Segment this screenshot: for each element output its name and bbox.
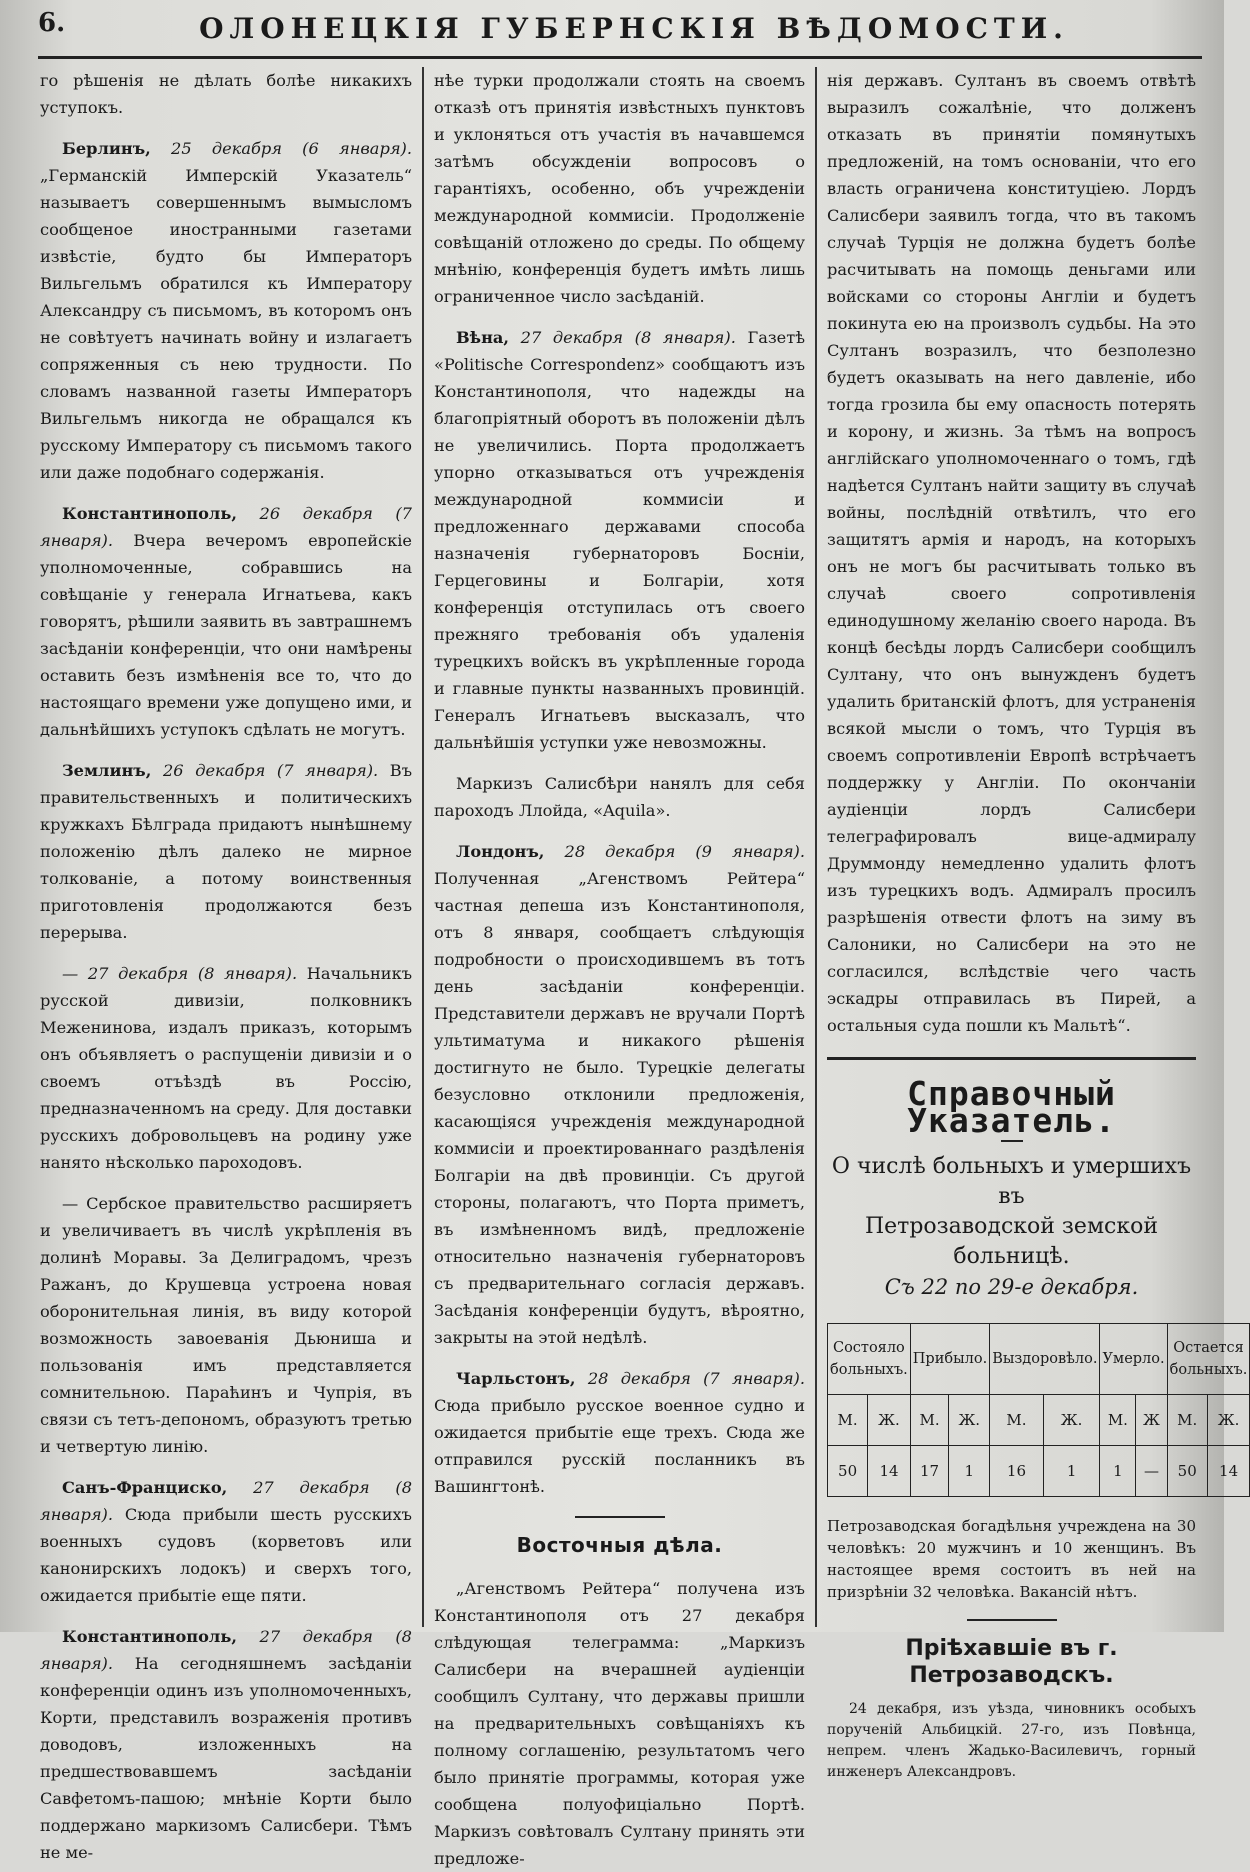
table-cell-sex: Ж. (1207, 1395, 1250, 1446)
title-dash (1001, 1140, 1023, 1142)
article-place: Лондонъ, (456, 842, 545, 861)
column-1 (18, 67, 422, 1862)
table-header: Выздоровѣло. (990, 1324, 1100, 1395)
article-constantinople-2 (40, 1623, 412, 1866)
article-text: Вчера вечеромъ европейскіе уполномоченные, собравшись на совѣщаніе у генерала Игнатьева, какъ говорятъ, рѣшили заявить въ завтрашнемъ засѣданіи конференціи, что они намѣрены оставить безъ измѣненія все то, что до настоящаго времени уже допущено ими, и дальнѣйшихъ уступокъ сдѣлать не могутъ. (40, 531, 412, 739)
section-rule (827, 1057, 1196, 1060)
masthead-title: ОЛОНЕЦКІЯ ГУБЕРНСКІЯ ВѢДОМОСТИ. (199, 11, 1069, 45)
article-date: 27 декабря (8 января). (520, 328, 736, 347)
article-place: Санъ-Франциско, (62, 1478, 228, 1497)
stats-period: Съ 22 по 29-е декабря. (884, 1275, 1139, 1299)
column-3 (815, 67, 1248, 1780)
article-date: 28 декабря (9 января). (564, 842, 805, 861)
table-cell-sex: Ж. (868, 1395, 911, 1446)
section-title-eastern-affairs: Восточныя дѣла. (516, 1533, 723, 1557)
table-cell-value: 1 (949, 1446, 990, 1497)
stats-heading-line-2: Петрозаводской земской больницѣ. (864, 1214, 1159, 1269)
table-cell-sex: М. (828, 1395, 868, 1446)
table-cell-value: 16 (990, 1446, 1044, 1497)
reference-index-title: Справочный Указатель. (907, 1074, 1116, 1140)
article-san-francisco (40, 1474, 412, 1609)
table-cell-value: 14 (868, 1446, 911, 1497)
article-date: 25 декабря (6 января). (171, 139, 412, 158)
article-place: Землинъ, (62, 761, 152, 780)
article-date: 26 декабря (7 января). (40, 504, 412, 550)
table-cell-sex: М. (1167, 1395, 1207, 1446)
table-cell-sex: М. (910, 1395, 949, 1446)
table-cell-sex: Ж. (1043, 1395, 1100, 1446)
article-eastern-affairs: „Агенствомъ Рейтера“ получена изъ Константинополя отъ 27 декабря слѣдующая телеграмма: „Маркизъ Салисбери на вчерашней аудіенціи сообщилъ Султану, что державы пришли на предварительныхъ совѣщаніяхъ къ полному соглашенію, результатомъ чего было принятіе программы, которая уже сообщена полуофиціально Портѣ. Маркизъ совѣтовалъ Султану принять эти предложе- (434, 1579, 805, 1868)
section-divider (575, 1516, 665, 1518)
table-header: Остается больныхъ. (1167, 1324, 1250, 1395)
table-cell-sex: М. (990, 1395, 1044, 1446)
intro-text: го рѣшенія не дѣлать болѣе никакихъ уступокъ. (40, 71, 412, 117)
table-cell-value: 50 (1167, 1446, 1207, 1497)
article-salisbury: Маркизъ Салисбѣри нанялъ для себя пароходъ Ллойда, «Aquila». (434, 774, 805, 820)
table-cell-sex: М. (1100, 1395, 1136, 1446)
table-cell-value: 1 (1100, 1446, 1136, 1497)
table-values-row (828, 1446, 1250, 1497)
article-date: 27 декабря (8 января). (40, 1478, 412, 1524)
table-cell-sex: Ж (1136, 1395, 1167, 1446)
hospital-stats-table (827, 1323, 1250, 1497)
article-place: Константинополь, (62, 1627, 237, 1646)
table-header-row (828, 1324, 1250, 1395)
arrivals-text: 24 декабря, изъ уѣзда, чиновникъ особыхъ порученій Альбицкій. 27-го, изъ Повѣнца, непрем. членъ Жадько-Василевичъ, горный инженеръ Александровъ. (827, 1701, 1196, 1780)
columns (18, 59, 1248, 1868)
table-header: Состояло больныхъ. (828, 1324, 911, 1395)
section-divider (967, 1619, 1057, 1621)
table-cell-value: 50 (828, 1446, 868, 1497)
article-berlin (40, 135, 412, 486)
almshouse-note: Петрозаводская богадѣльня учреждена на 30 человѣкъ: 20 мужчинъ и 10 женщинъ. Въ настоящее время состоитъ въ ней на призрѣніи 32 человѣка. Вакансій нѣтъ. (827, 1517, 1196, 1601)
table-cell-value: 14 (1207, 1446, 1250, 1497)
article-date: — 27 декабря (8 января). (62, 964, 298, 983)
article-charleston (434, 1365, 805, 1500)
article-zemlin (40, 757, 412, 946)
article-dec27 (40, 960, 412, 1176)
stats-heading-line-1: О числѣ больныхъ и умершихъ въ (831, 1154, 1192, 1209)
table-sex-row (828, 1395, 1250, 1446)
article-constantinople-1 (40, 500, 412, 743)
table-cell-sex: Ж. (949, 1395, 990, 1446)
table-cell-value: — (1136, 1446, 1167, 1497)
article-date: 26 декабря (7 января). (162, 761, 379, 780)
article-text: Газетѣ «Politische Correspondenz» сообщаютъ изъ Константинополя, что надежды на благопріятный оборотъ въ положеніи дѣлъ не увеличились. Порта продолжаетъ упорно отказываться отъ учрежденія международной коммисіи и предложеннаго державами способа назначенія губернаторовъ Босніи, Герцеговины и Болгаріи, хотя конференція отступилась отъ своего прежняго требованія объ удаленія турецкихъ войскъ въ укрѣпленные города и главные пункты названныхъ провинцій. Генералъ Игнатьевъ высказалъ, что дальнѣйшія уступки уже невозможны. (434, 328, 805, 752)
article-place: Чарльстонъ, (456, 1369, 576, 1388)
article-text: На сегодняшнемъ засѣданіи конференціи одинъ изъ уполномоченныхъ, Корти, представилъ возраженія противъ доводовъ, изложенныхъ на предшествовавшемъ засѣданіи Савфетомъ-пашою; мнѣніе Корти было поддержано маркизомъ Салисбери. Тѣмъ не ме- (40, 1654, 412, 1862)
continued-text: нѣе турки продолжали стоять на своемъ отказѣ отъ принятія извѣстныхъ пунктовъ и уклоняться отъ участія въ начавшемся затѣмъ обсужденіи вопросовъ о гарантіяхъ, особенно, объ учрежденіи международной коммисіи. Продолженіе совѣщаній отложено до среды. По общему мнѣнію, конференція будетъ имѣть лишь ограниченное число засѣданій. (434, 71, 805, 306)
article-serbia: — Сербское правительство расширяетъ и увеличиваетъ въ числѣ укрѣпленія въ долинѣ Моравы. За Делиградомъ, чрезъ Ражанъ, до Крушевца устроена новая оборонительная линія, въ виду которой возможность завоеванія Дьюниша и пользованія имъ представляется сомнительною. Параћинъ и Чупрія, въ связи съ тетъ-депономъ, образуютъ третью и четвертую линію. (40, 1194, 412, 1456)
article-place: Вѣна, (456, 328, 510, 347)
page-number: 6. (38, 8, 66, 38)
article-text: Сюда прибыло русское военное судно и ожидается прибытіе еще трехъ. Сюда же отправился русскій посланникъ въ Вашингтонѣ. (434, 1396, 805, 1496)
continued-text: нія державъ. Султанъ въ своемъ отвѣтѣ выразилъ сожалѣніе, что долженъ отказать въ принятіи помянутыхъ предложеній, на томъ основаніи, что его власть ограничена конституціею. Лордъ Салисбери заявилъ тогда, что въ такомъ случаѣ Турція не должна будетъ болѣе расчитывать на помощь деньгами или войсками со стороны Англіи и будетъ покинута ею на произволъ судьбы. На это Султанъ возразилъ, что безполезно будетъ оказывать на него давленіе, ибо тогда грозила бы ему опасность потерять и корону, и жизнь. За тѣмъ на вопросъ англійскаго уполномоченнаго о томъ, гдѣ надѣется Султанъ найти защиту въ случаѣ войны, послѣдній отвѣтилъ, что его защитятъ армія и народъ, на которыхъ онъ не могъ бы расчитывать только въ случаѣ своего сопротивленія единодушному желанію своего народа. Въ концѣ бесѣды лордъ Салисбери сообщилъ Султану, что онъ вынужденъ будетъ удалить британскій флотъ, для устраненія всякой мысли о томъ, что Турція въ своемъ сопротивленіи Европѣ встрѣчаетъ поддержку у Англіи. По окончаніи аудіенціи лордъ Салисбери телеграфировалъ вице-адмиралу Друммонду немедленно удалить флотъ изъ турецкихъ водъ. Адмиралъ просилъ разрѣшенія отвести флотъ на зиму въ Салоники, но Салисбери на это не согласился, вслѣдствіе чего часть эскадры отправилась въ Пирей, а остальныя суда пошли къ Мальтѣ“. (827, 71, 1196, 1035)
article-date: 28 декабря (7 января). (587, 1369, 805, 1388)
article-text: Сюда прибыли шесть русскихъ военныхъ судовъ (корветовъ или канонирскихъ лодокъ) и сверхъ того, ожидается прибытіе еще пяти. (40, 1505, 412, 1605)
article-place: Константинополь, (62, 504, 237, 523)
article-text: Полученная „Агенствомъ Рейтера“ частная депеша изъ Константинополя, отъ 8 января, сообщаетъ слѣдующія подробности о происходившемъ въ тотъ день засѣданіи конференціи. Представители державъ не вручали Портѣ ультиматума и никакого рѣшенія достигнуто не было. Турецкіе делегаты безусловно отклонили предложенія, касающіяся учрежденія международной коммисіи и проектированнаго раздѣленія Болгаріи на двѣ провинціи. Съ другой стороны, полагаютъ, что Порта приметъ, въ измѣненномъ видѣ, предложеніе относительно назначенія губернаторовъ съ предварительнаго согласія державъ. Засѣданія конференціи будутъ, вѣроятно, закрыты на этой недѣлѣ. (434, 869, 805, 1347)
table-header: Прибыло. (910, 1324, 989, 1395)
article-text: „Германскій Имперскій Указатель“ называетъ совершеннымъ вымысломъ сообщеное иностранными газетами извѣстіе, будто бы Императоръ Вильгельмъ обратился къ Императору Александру съ письмомъ, въ которомъ онъ не совѣтуетъ начинать войну и излагаетъ сопряженныя съ нею трудности. По словамъ названной газеты Императоръ Вильгельмъ никогда не обращался къ русскому Императору съ письмомъ такого или даже подобнаго содержанія. (40, 166, 412, 482)
column-2 (422, 67, 815, 1868)
article-vienna (434, 324, 805, 756)
table-header: Умерло. (1100, 1324, 1167, 1395)
article-place: Берлинъ, (62, 139, 151, 158)
article-london (434, 838, 805, 1351)
arrivals-title: Пріѣхавшіе въ г. Петрозаводскъ. (905, 1636, 1118, 1688)
table-cell-value: 17 (910, 1446, 949, 1497)
page-header (18, 0, 1210, 56)
article-date: 27 декабря (8 января). (40, 1627, 412, 1673)
article-text: Въ правительственныхъ и политическихъ кружкахъ Бѣлграда придаютъ нынѣшнему положенію дѣлъ далеко не мирное толкованіе, а потому воинственныя приготовленія продолжаются безъ перерыва. (40, 761, 412, 942)
article-text: Начальникъ русской дивизіи, полковникъ Меженинова, издалъ приказъ, которымъ онъ объявляетъ о распущеніи дивизіи и о своемъ отъѣздѣ въ Россію, предназначенномъ на среду. Для доставки русскихъ добровольцевъ на родину уже нанято нѣсколько пароходовъ. (40, 964, 412, 1172)
table-cell-value: 1 (1043, 1446, 1100, 1497)
